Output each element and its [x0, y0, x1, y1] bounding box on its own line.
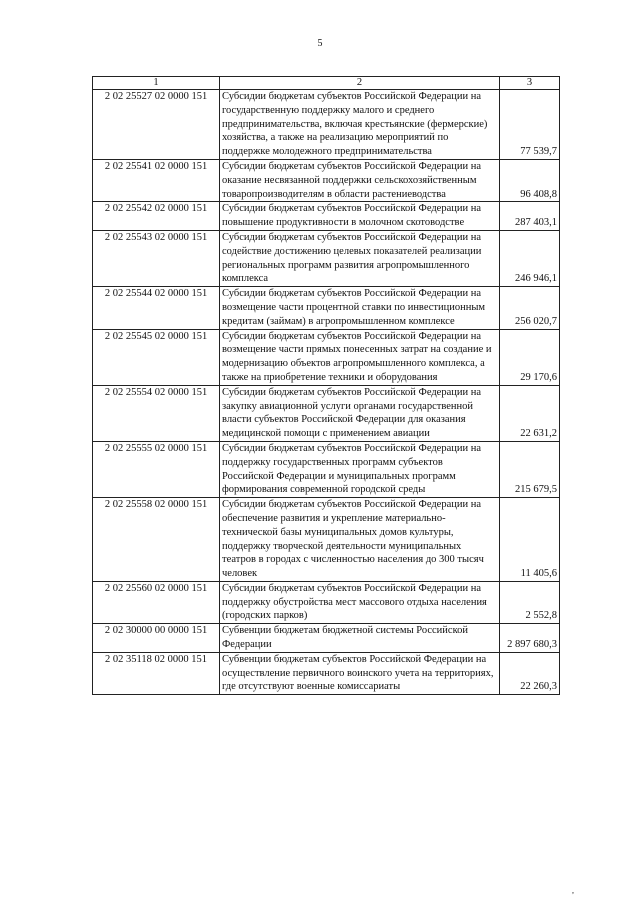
table-row — [93, 498, 560, 582]
amount-cell: 256 020,7 — [500, 287, 560, 329]
name-cell: Субсидии бюджетам субъектов Российской Федерации на поддержку обустройства мест массового отдыха населения (городских парков) — [220, 581, 500, 623]
amount-cell: 2 897 680,3 — [500, 624, 560, 653]
code-cell: 2 02 25545 02 0000 151 — [93, 329, 220, 385]
table-row — [93, 329, 560, 385]
name-cell: Субсидии бюджетам субъектов Российской Федерации на обеспечение развития и укрепление материально-технической базы муниципальных домов культуры, поддержку творческой деятельности муниципальных театров в городах с численностью населения до 300 тысяч человек — [220, 498, 500, 582]
code-cell: 2 02 25527 02 0000 151 — [93, 90, 220, 160]
code-cell: 2 02 25544 02 0000 151 — [93, 287, 220, 329]
name-cell: Субвенции бюджетам субъектов Российской Федерации на осуществление первичного воинского учета на территориях, где отсутствуют военные комиссариаты — [220, 652, 500, 694]
name-cell: Субсидии бюджетам субъектов Российской Федерации на государственную поддержку малого и среднего предпринимательства, включая крестьянские (фермерские) хозяйства, а также на реализацию мероприятий по поддержке молодежного предпринимательства — [220, 90, 500, 160]
code-cell: 2 02 25543 02 0000 151 — [93, 230, 220, 286]
name-cell: Субсидии бюджетам субъектов Российской Федерации на повышение продуктивности в молочном скотоводстве — [220, 202, 500, 231]
budget-table — [92, 76, 560, 695]
table-row — [93, 624, 560, 653]
page-number: 5 — [317, 38, 323, 49]
code-cell: 2 02 25560 02 0000 151 — [93, 581, 220, 623]
amount-cell: 96 408,8 — [500, 159, 560, 201]
amount-cell: 215 679,5 — [500, 441, 560, 497]
name-cell: Субсидии бюджетам субъектов Российской Федерации на содействие достижению целевых показателей реализации региональных программ развития агропромышленного комплекса — [220, 230, 500, 286]
code-cell: 2 02 25542 02 0000 151 — [93, 202, 220, 231]
table-header-row — [93, 77, 560, 90]
amount-cell: 287 403,1 — [500, 202, 560, 231]
header-col-1: 1 — [93, 77, 220, 90]
amount-cell: 77 539,7 — [500, 90, 560, 160]
table-row — [93, 159, 560, 201]
header-col-2: 2 — [220, 77, 500, 90]
name-cell: Субсидии бюджетам субъектов Российской Федерации на поддержку государственных программ субъектов Российской Федерации и муниципальных программ формирования современной городской среды — [220, 441, 500, 497]
table-row — [93, 652, 560, 694]
table-row — [93, 581, 560, 623]
code-cell: 2 02 25558 02 0000 151 — [93, 498, 220, 582]
code-cell: 2 02 25555 02 0000 151 — [93, 441, 220, 497]
corner-mark: , — [572, 886, 574, 895]
table-row — [93, 90, 560, 160]
name-cell: Субсидии бюджетам субъектов Российской Федерации на оказание несвязанной поддержки сельскохозяйственным товаропроизводителям в области растениеводства — [220, 159, 500, 201]
table-row — [93, 230, 560, 286]
code-cell: 2 02 35118 02 0000 151 — [93, 652, 220, 694]
header-col-3: 3 — [500, 77, 560, 90]
name-cell: Субсидии бюджетам субъектов Российской Федерации на возмещение части процентной ставки по инвестиционным кредитам (займам) в агропромышленном комплексе — [220, 287, 500, 329]
name-cell: Субвенции бюджетам бюджетной системы Российской Федерации — [220, 624, 500, 653]
table-row — [93, 441, 560, 497]
amount-cell: 22 631,2 — [500, 385, 560, 441]
code-cell: 2 02 30000 00 0000 151 — [93, 624, 220, 653]
name-cell: Субсидии бюджетам субъектов Российской Федерации на закупку авиационной услуги органами государственной власти субъектов Российской Федерации для оказания медицинской помощи с применением авиации — [220, 385, 500, 441]
amount-cell: 246 946,1 — [500, 230, 560, 286]
amount-cell: 2 552,8 — [500, 581, 560, 623]
table-row — [93, 202, 560, 231]
table-row — [93, 385, 560, 441]
code-cell: 2 02 25541 02 0000 151 — [93, 159, 220, 201]
code-cell: 2 02 25554 02 0000 151 — [93, 385, 220, 441]
amount-cell: 22 260,3 — [500, 652, 560, 694]
name-cell: Субсидии бюджетам субъектов Российской Федерации на возмещение части прямых понесенных затрат на создание и модернизацию объектов агропромышленного комплекса, а также на приобретение техники и оборудования — [220, 329, 500, 385]
amount-cell: 29 170,6 — [500, 329, 560, 385]
table-row — [93, 287, 560, 329]
amount-cell: 11 405,6 — [500, 498, 560, 582]
